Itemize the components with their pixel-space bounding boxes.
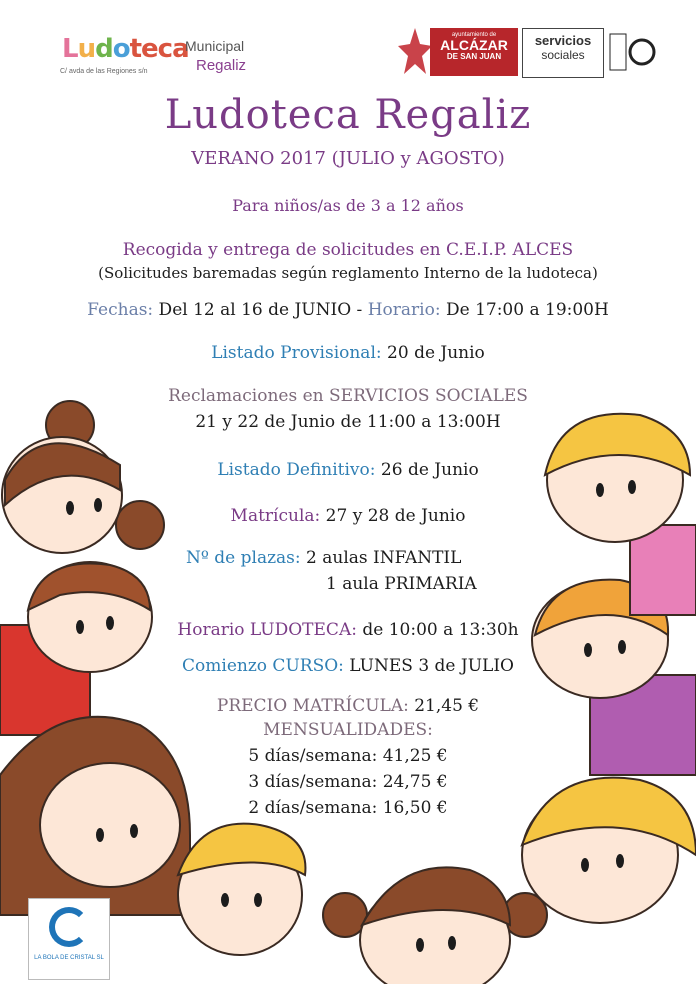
logo-municipal-text: Municipal	[185, 38, 245, 54]
ayuntamiento-logo	[398, 24, 660, 82]
kid-top-left	[2, 401, 164, 553]
servicios-sociales-logo	[522, 28, 604, 78]
recogida-line	[0, 240, 696, 260]
precio-value: 21,45 €	[408, 696, 480, 716]
fechas-horario-value: De 17:00 a 19:00H	[440, 300, 609, 320]
matricula-label: Matrícula:	[230, 506, 321, 526]
page-subtitle: VERANO 2017 (JULIO y AGOSTO)	[191, 148, 505, 169]
baremo-line: (Solicitudes baremadas según reglamento Interno de la ludoteca)	[98, 264, 598, 282]
serv-line1: servicios	[534, 33, 592, 48]
kid-bottom-left	[0, 717, 190, 915]
fechas-label: Fechas:	[87, 300, 154, 320]
mensualidad-3: 3 días/semana: 24,75 €	[248, 772, 448, 792]
provisional-value: 20 de Junio	[381, 343, 485, 363]
comienzo-label: Comienzo CURSO:	[182, 656, 344, 676]
ayto-small-text: ayuntamiento de	[451, 32, 497, 38]
age-range: Para niños/as de 3 a 12 años	[232, 196, 464, 215]
mensualidades-label: MENSUALIDADES:	[263, 720, 433, 740]
ayuntamiento-box	[430, 28, 518, 76]
bola-de-cristal-logo	[28, 898, 110, 980]
serv-line2: sociales	[541, 48, 585, 62]
matricula-value: 27 y 28 de Junio	[320, 506, 466, 526]
recogida-place: C.E.I.P. ALCES	[446, 240, 574, 260]
ludoteca-regaliz-logo	[58, 30, 258, 80]
fechas-line	[0, 300, 696, 320]
reclamaciones-line2: 21 y 22 de Junio de 11:00 a 13:00H	[195, 412, 501, 432]
comienzo-value: LUNES 3 de JULIO	[343, 656, 514, 676]
definitivo-value: 26 de Junio	[375, 460, 479, 480]
ludoteca-logo-word: Ludoteca	[62, 34, 189, 64]
mensualidad-5: 5 días/semana: 41,25 €	[248, 746, 448, 766]
kids-illustration	[0, 395, 696, 984]
logo-address-text: C/ avda de las Regiones s/n	[60, 68, 148, 75]
star-emblem-icon	[398, 26, 432, 78]
precio-label: PRECIO MATRÍCULA:	[216, 696, 409, 716]
provisional-label: Listado Provisional:	[211, 343, 382, 363]
reclamaciones-line1: Reclamaciones en SERVICIOS SOCIALES	[168, 386, 528, 406]
plazas-value2: 1 aula PRIMARIA	[326, 574, 477, 594]
horario-value: de 10:00 a 13:30h	[356, 620, 519, 640]
ayto-sub-text: DE SAN JUAN	[446, 52, 502, 61]
mensualidad-2: 2 días/semana: 16,50 €	[248, 798, 448, 818]
definitivo-label: Listado Definitivo:	[217, 460, 376, 480]
plazas-value1: 2 aulas INFANTIL	[300, 548, 462, 568]
ayto-city-text: ALCÁZAR	[440, 37, 508, 53]
logo-regaliz-text: Regaliz	[196, 57, 247, 74]
fechas-value: Del 12 al 16 de JUNIO -	[153, 300, 368, 320]
footer-logo-text: LA BOLA DE CRISTAL SL	[34, 955, 104, 961]
fechas-horario-label: Horario:	[367, 300, 441, 320]
provisional-line	[0, 343, 696, 363]
page-title: Ludoteca Regaliz	[164, 92, 532, 138]
kid-bottom-center	[178, 824, 305, 955]
kid-bottom-right	[522, 778, 696, 923]
seal-icon	[608, 30, 656, 74]
bola-de-cristal-icon	[49, 907, 89, 947]
horario-label: Horario LUDOTECA:	[177, 620, 357, 640]
kid-left-boy	[0, 562, 152, 735]
plazas-label: Nº de plazas:	[186, 548, 301, 568]
kid-bottom-center-girl	[323, 867, 547, 984]
recogida-text: Recogida y entrega de solicitudes en	[122, 240, 447, 260]
